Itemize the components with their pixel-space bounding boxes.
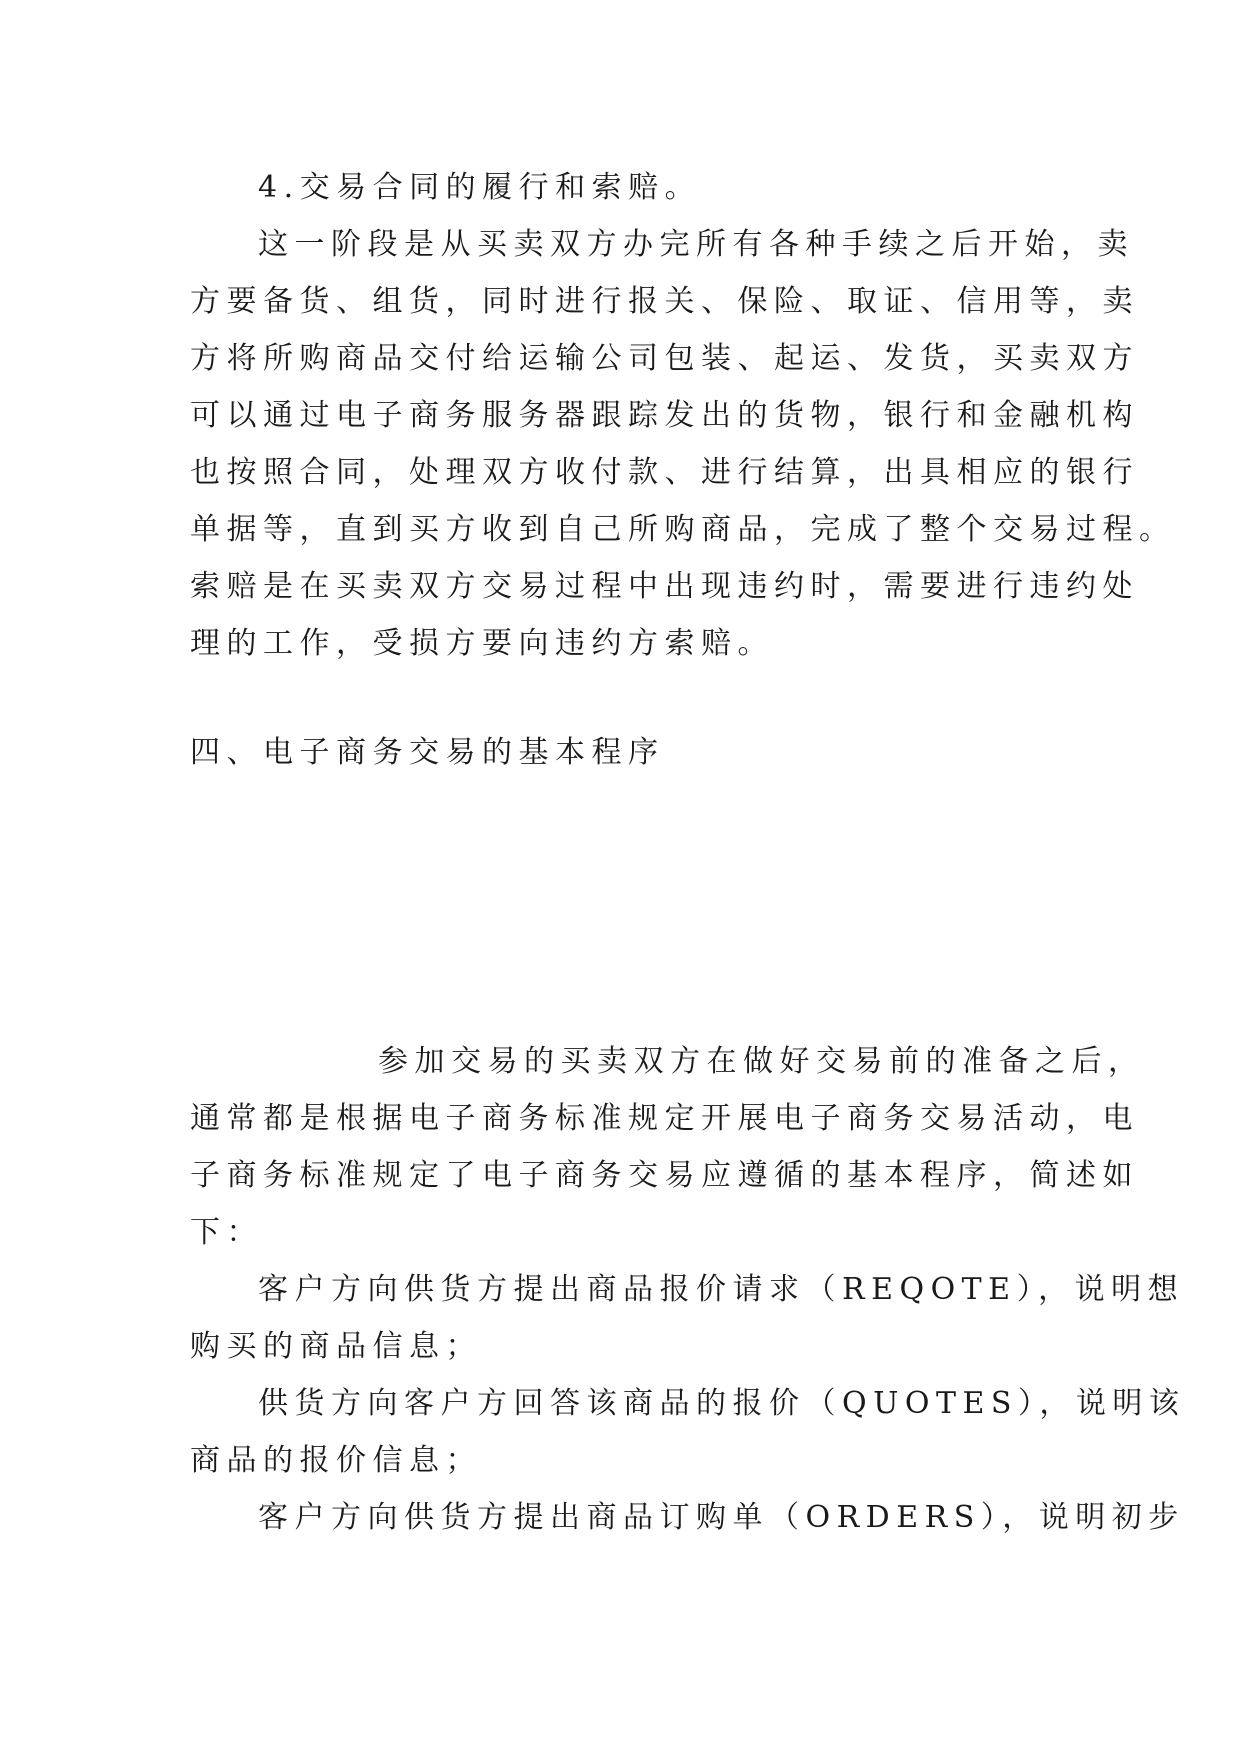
paragraph-line: 下：: [190, 1215, 263, 1250]
paragraph-line: 理的工作，受损方要向违约方索赔。: [190, 626, 774, 661]
procedure-step-line: 供货方向客户方回答该商品的报价（QUOTES），说明该: [258, 1386, 1186, 1421]
section-title: 四、电子商务交易的基本程序: [190, 735, 665, 770]
procedure-step-line: 商品的报价信息；: [190, 1443, 482, 1478]
paragraph-line: 也按照合同，处理双方收付款、进行结算，出具相应的银行: [190, 455, 1139, 490]
procedure-step-line: 客户方向供货方提出商品报价请求（REQOTE），说明想: [258, 1272, 1185, 1307]
paragraph-line: 参加交易的买卖双方在做好交易前的准备之后，: [378, 1044, 1145, 1079]
paragraph-line: 方将所购商品交付给运输公司包装、起运、发货，买卖双方: [190, 341, 1139, 376]
paragraph-line: 子商务标准规定了电子商务交易应遵循的基本程序，简述如: [190, 1158, 1139, 1193]
procedure-step-line: 客户方向供货方提出商品订购单（ORDERS），说明初步: [258, 1500, 1185, 1535]
paragraph-line: 可以通过电子商务服务器跟踪发出的货物，银行和金融机构: [190, 398, 1139, 433]
procedure-step-line: 购买的商品信息；: [190, 1329, 482, 1364]
paragraph-line: 索赔是在买卖双方交易过程中出现违约时，需要进行违约处: [190, 569, 1139, 604]
paragraph-line: 这一阶段是从买卖双方办完所有各种手续之后开始，卖: [258, 227, 1134, 262]
paragraph-line: 通常都是根据电子商务标准规定开展电子商务交易活动，电: [190, 1101, 1139, 1136]
paragraph-line: 单据等，直到买方收到自己所购商品，完成了整个交易过程。: [190, 512, 1176, 547]
paragraph-line: 方要备货、组货，同时进行报关、保险、取证、信用等，卖: [190, 284, 1139, 319]
section-4-heading: 4.交易合同的履行和索赔。: [258, 170, 702, 205]
